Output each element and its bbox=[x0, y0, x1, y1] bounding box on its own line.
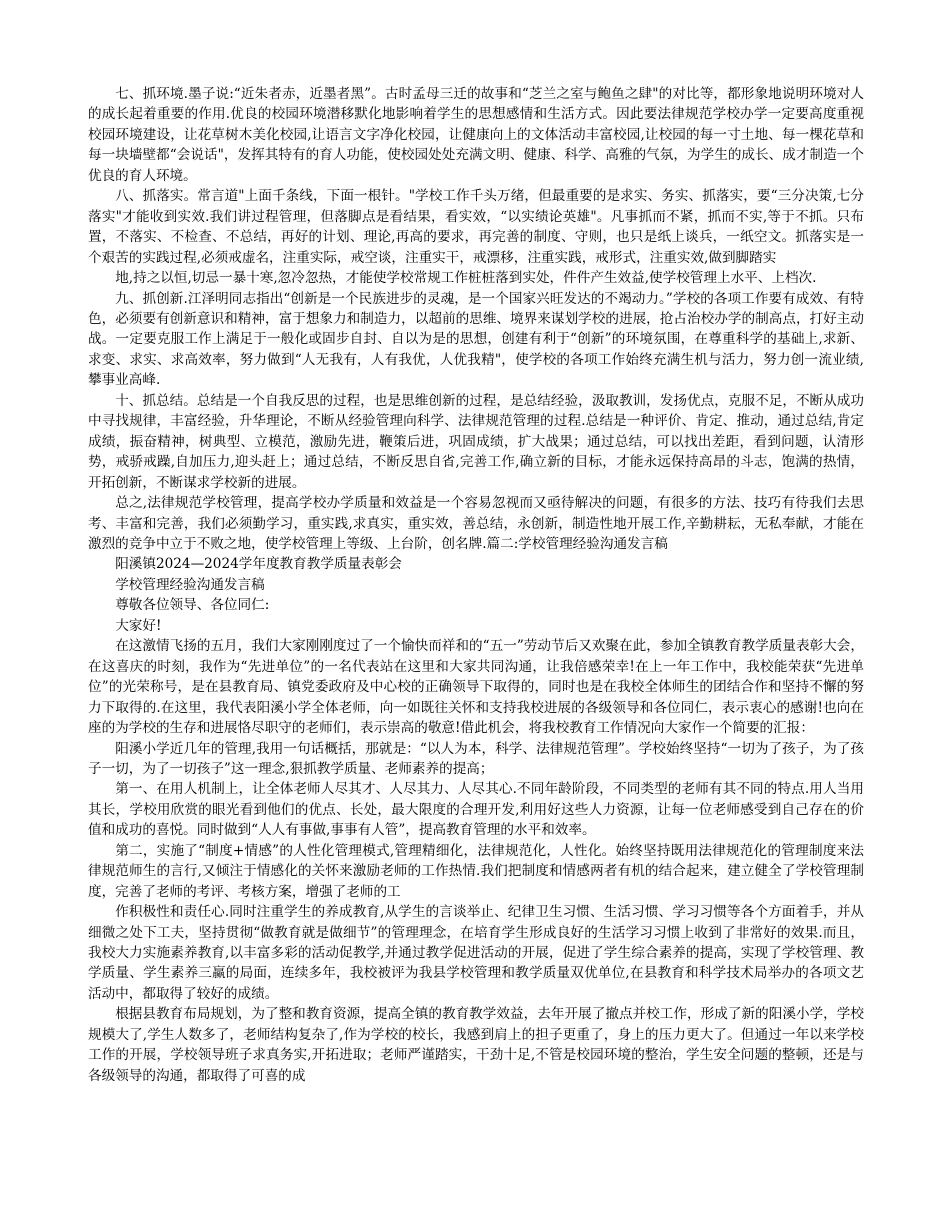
paragraph-management-summary: 阳溪小学近几年的管理,我用一句话概括，那就是：“以人为本，科学、法律规范管理”。学校始终坚持“一切为了孩子，为了孩子一切，为了一切孩子”这一理念,狠抓教学质量、老师素养的提高； bbox=[88, 740, 864, 777]
speech-greeting: 大家好! bbox=[115, 617, 162, 634]
speech-heading-title: 学校管理经验沟通发言稿 bbox=[115, 576, 265, 593]
paragraph-first-point: 第一、在用人机制上，让全体老师人尽其才、人尽其力、人尽其心.不同年龄阶段，不同类型的老师有其不同的特点.用人当用其长，学校用欣赏的眼光看到他们的优点、长处，最大限度的合理开发,利用好这些人力资源，让每一位老师感受到自己存在的价值和成功的喜悦。同时做到“人人有事做,事事有人管”，提高教育管理的水平和效率。 bbox=[88, 781, 864, 839]
paragraph-implementation-continued: 地,持之以恒,切忌一暴十寒,忽冷忽热，才能使学校常规工作桩桩落到实处，件件产生效益,使学校管理上水平、上档次. bbox=[115, 270, 817, 287]
speech-heading-event: 阳溪镇2024—2024学年度教育教学质量表彰会 bbox=[115, 556, 402, 573]
document-body bbox=[88, 84, 864, 1086]
speech-salutation: 尊敬各位领导、各位同仁: bbox=[115, 597, 270, 614]
paragraph-second-point-continued: 作积极性和责任心.同时注重学生的养成教育,从学生的言谈举止、纪律卫生习惯、生活习惯、学习习惯等各个方面着手，并从细微之处下工夫，坚持贯彻“做教育就是做细节”的管理理念，在培育学生形成良好的生活学习习惯上收到了非常好的效果.而且，我校大力实施素养教育,以丰富多彩的活动促教学,并通过教学促进活动的开展，促进了学生综合素养的提高，实现了学校管理、教学质量、学生素养三赢的局面，连续多年，我校被评为我县学校管理和教学质量双优单位,在县教育和科学技术局举办的各项文艺活动中，都取得了较好的成绩。 bbox=[88, 904, 864, 1002]
paragraph-implementation: 八、抓落实。常言道"上面千条线，下面一根针。"学校工作千头万绪，但最重要的是求实、务实、抓落实，要“三分决策,七分落实"才能收到实效.我们讲过程管理，但落脚点是看结果，看实效，“以实绩论英雄"。凡事抓而不紧，抓而不实,等于不抓。只布置，不落实、不检查、不总结，再好的计划、理论,再高的要求，再完善的制度、守则，也只是纸上谈兵，一纸空文。抓落实是一个艰苦的实践过程,必须戒虚名，注重实际，戒空谈，注重实干，戒漂移，注重实践，戒形式，注重实效,做到脚踏实 bbox=[88, 188, 864, 266]
paragraph-environment: 七、抓环境.墨子说:“近朱者赤，近墨者黑”。古时孟母三迁的故事和“芝兰之室与鲍鱼之肆"的对比等，都形象地说明环境对人的成长起着重要的作用.优良的校园环境潜移默化地影响着学生的思想感情和生活方式。因此要法律规范学校办学一定要高度重视校园环境建设，让花草树木美化校园,让语言文字净化校园，让健康向上的文体活动丰富校园,让校园的每一寸土地、每一棵花草和每一块墙壁都“会说话"，发挥其特有的育人功能，使校园处处充满文明、健康、科学、高雅的气氛，为学生的成长、成才制造一个优良的育人环境。 bbox=[88, 86, 864, 184]
paragraph-summary: 十、抓总结。总结是一个自我反思的过程，也是思维创新的过程，是总结经验，汲取教训，发扬优点，克服不足，不断从成功中寻找规律，丰富经验，升华理论，不断从经验管理向科学、法律规范管理的过程.总结是一种评价、肯定、推动，通过总结,肯定成绩，振奋精神，树典型、立模范，激励先进，鞭策后进，巩固成绩，扩大战果；通过总结，可以找出差距，看到问题，认清形势，戒骄戒躁,自加压力,迎头赶上；通过总结，不断反思自省,完善工作,确立新的目标，才能永远保持高昂的斗志，饱满的热情，开拓创新，不断谋求学校新的进展。 bbox=[88, 392, 864, 491]
paragraph-innovation: 九、抓创新.江泽明同志指出“创新是一个民族进步的灵魂，是一个国家兴旺发达的不竭动力。”学校的各项工作要有成效、有特色，必须要有创新意识和精神，富于想象力和制造力，以超前的思维、境界来谋划学校的进展，抢占治校办学的制高点，打好主动战。一定要克服工作上满足于一般化或固步自封、自以为是的思想，创建有利于“创新”的环境氛围，在尊重科学的基础上,求新、求变、求实、求高效率，努力做到“人无我有，人有我优，人优我精"，使学校的各项工作始终充满生机与活力，努力创一流业绩,攀事业高峰. bbox=[88, 290, 864, 389]
paragraph-opening: 在这激情飞扬的五月，我们大家刚刚度过了一个愉快而祥和的“五一”劳动节后又欢聚在此，参加全镇教育教学质量表彰大会，在这喜庆的时刻，我作为“先进单位”的一名代表站在这里和大家共同沟通，让我倍感荣幸!在上一年工作中，我校能荣获“先进单位”的光荣称号，是在县教育局、镇党委政府及中心校的正确领导下取得的，同时也是在我校全体师生的团结合作和坚持不懈的努力下取得的.在这里，我代表阳溪小学全体老师，向一如既往关怀和支持我校进展的各级领导和各位同仁，表示衷心的感谢!也向在座的为学校的生存和进展恪尽职守的老师们，表示崇高的敬意!借此机会，将我校教育工作情况向大家作一个简要的汇报： bbox=[88, 638, 864, 737]
paragraph-second-point: 第二，实施了“制度+情感”的人性化管理模式,管理精细化，法律规范化，人性化。始终坚持既用法律规范化的管理制度来法律规范师生的言行,又倾注于情感化的关怀来激励老师的工作热情.我们把制度和情感两者有机的结合起来，建立健全了学校管理制度，完善了老师的考评、考核方案，增强了老师的工 bbox=[88, 842, 864, 900]
paragraph-conclusion: 总之,法律规范学校管理，提高学校办学质量和效益是一个容易忽视而又亟待解决的问题，有很多的方法、技巧有待我们去思考、丰富和完善，我们必须勤学习，重实践,求真实，重实效，善总结，永创新，制造性地开展工作,辛勤耕耘，无私奉献，才能在激烈的竞争中立于不败之地，使学校管理上等级、上台阶，创名牌.篇二:学校管理经验沟通发言稿 bbox=[88, 495, 864, 552]
paragraph-school-merger: 根据县教育布局规划，为了整和教育资源，提高全镇的教育教学效益，去年开展了撤点并校工作，形成了新的阳溪小学，学校规模大了,学生人数多了，老师结构复杂了,作为学校的校长，我感到肩上的担子更重了，身上的压力更大了。但通过一年以来学校工作的开展，学校领导班子求真务实,开拓进取；老师严谨踏实，干劲十足,不管是校园环境的整治，学生安全问题的整顿，还是与各级领导的沟通，都取得了可喜的成 bbox=[88, 1006, 864, 1084]
